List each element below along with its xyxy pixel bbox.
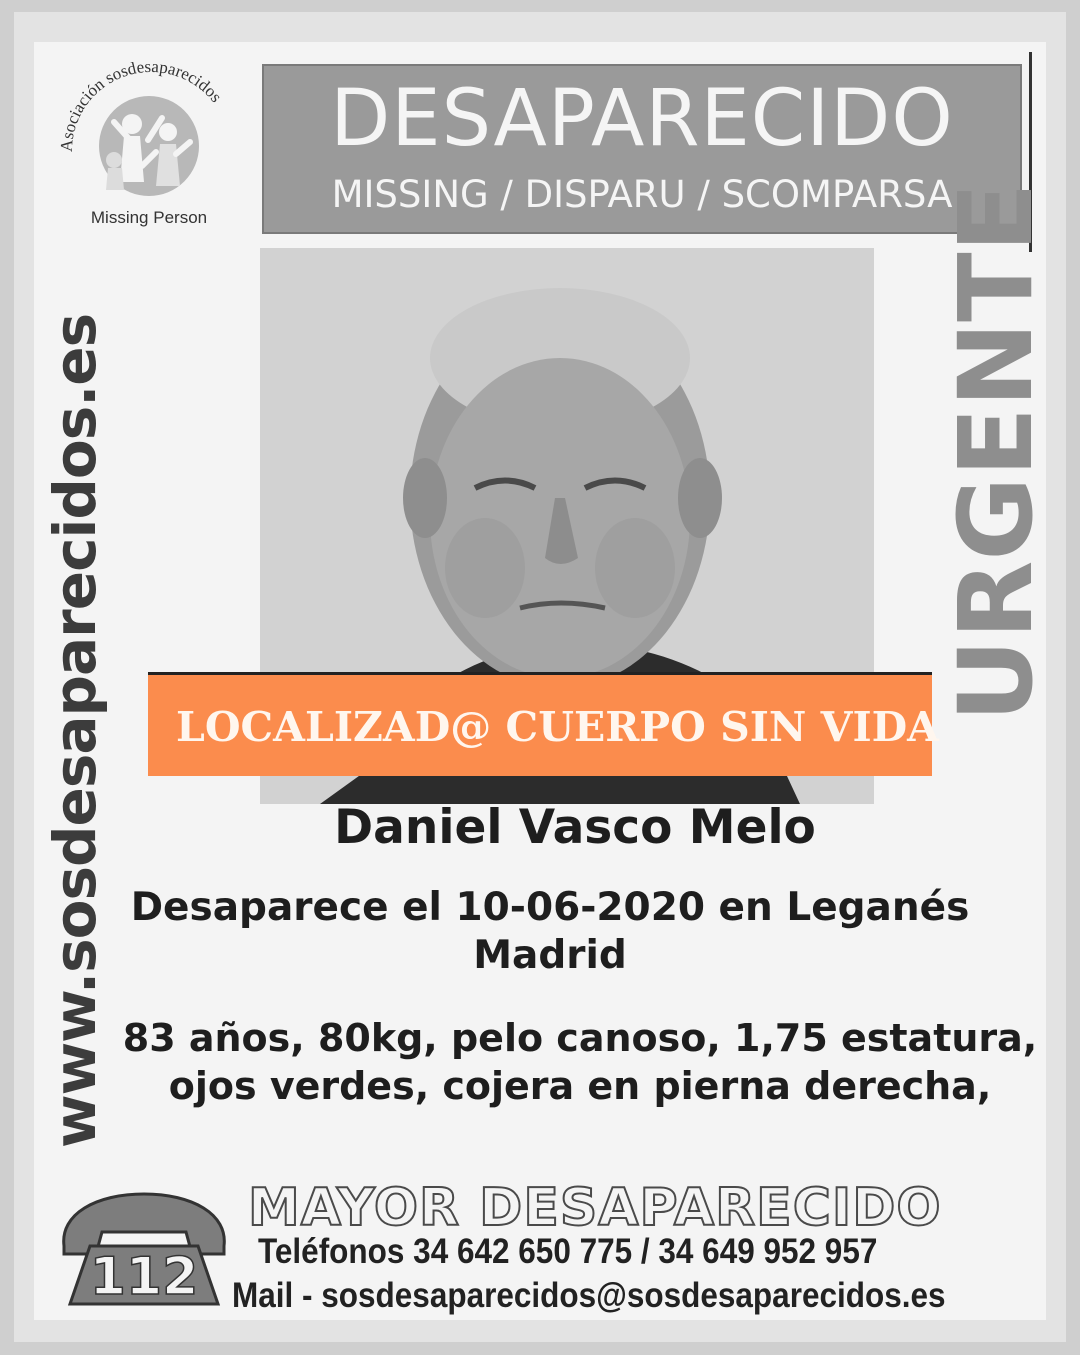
website-vertical: www.sosdesaparecidos.es <box>41 313 109 1148</box>
header-title: DESAPARECIDO <box>330 74 954 164</box>
status-banner: LOCALIZAD@ CUERPO SIN VIDA <box>148 672 932 776</box>
logo-emblem-icon <box>44 62 254 212</box>
disappearance-info <box>100 884 1000 980</box>
physical-description <box>110 1014 1050 1110</box>
description-line-1: 83 años, 80kg, pelo canoso, 1,75 estatura, <box>122 1016 1038 1060</box>
header-box <box>262 64 1022 234</box>
association-logo <box>44 62 254 237</box>
description-line-2: ojos verdes, cojera en pierna derecha, <box>168 1064 992 1108</box>
disappearance-region: Madrid <box>473 933 627 978</box>
disappearance-date-place: Desaparece el 10-06-2020 en Leganés <box>130 885 970 930</box>
contact-mail: Mail - sosdesaparecidos@sosdesaparecidos.es <box>232 1276 946 1315</box>
emergency-phone <box>56 1188 232 1308</box>
logo-arc-text: Asociación sosdesaparecidos <box>56 62 226 153</box>
person-name: Daniel Vasco Melo <box>334 800 816 855</box>
emergency-number: 112 <box>89 1247 199 1307</box>
telephone-icon <box>56 1188 232 1308</box>
header-subtitle: MISSING / DISPARU / SCOMPARSA <box>331 173 953 216</box>
urgent-label: URGENTE <box>937 182 1056 722</box>
category-title: MAYOR DESAPARECIDO <box>248 1178 942 1238</box>
contact-phones: Teléfonos 34 642 650 775 / 34 649 952 957 <box>258 1232 878 1271</box>
logo-caption: Missing Person <box>90 208 208 227</box>
